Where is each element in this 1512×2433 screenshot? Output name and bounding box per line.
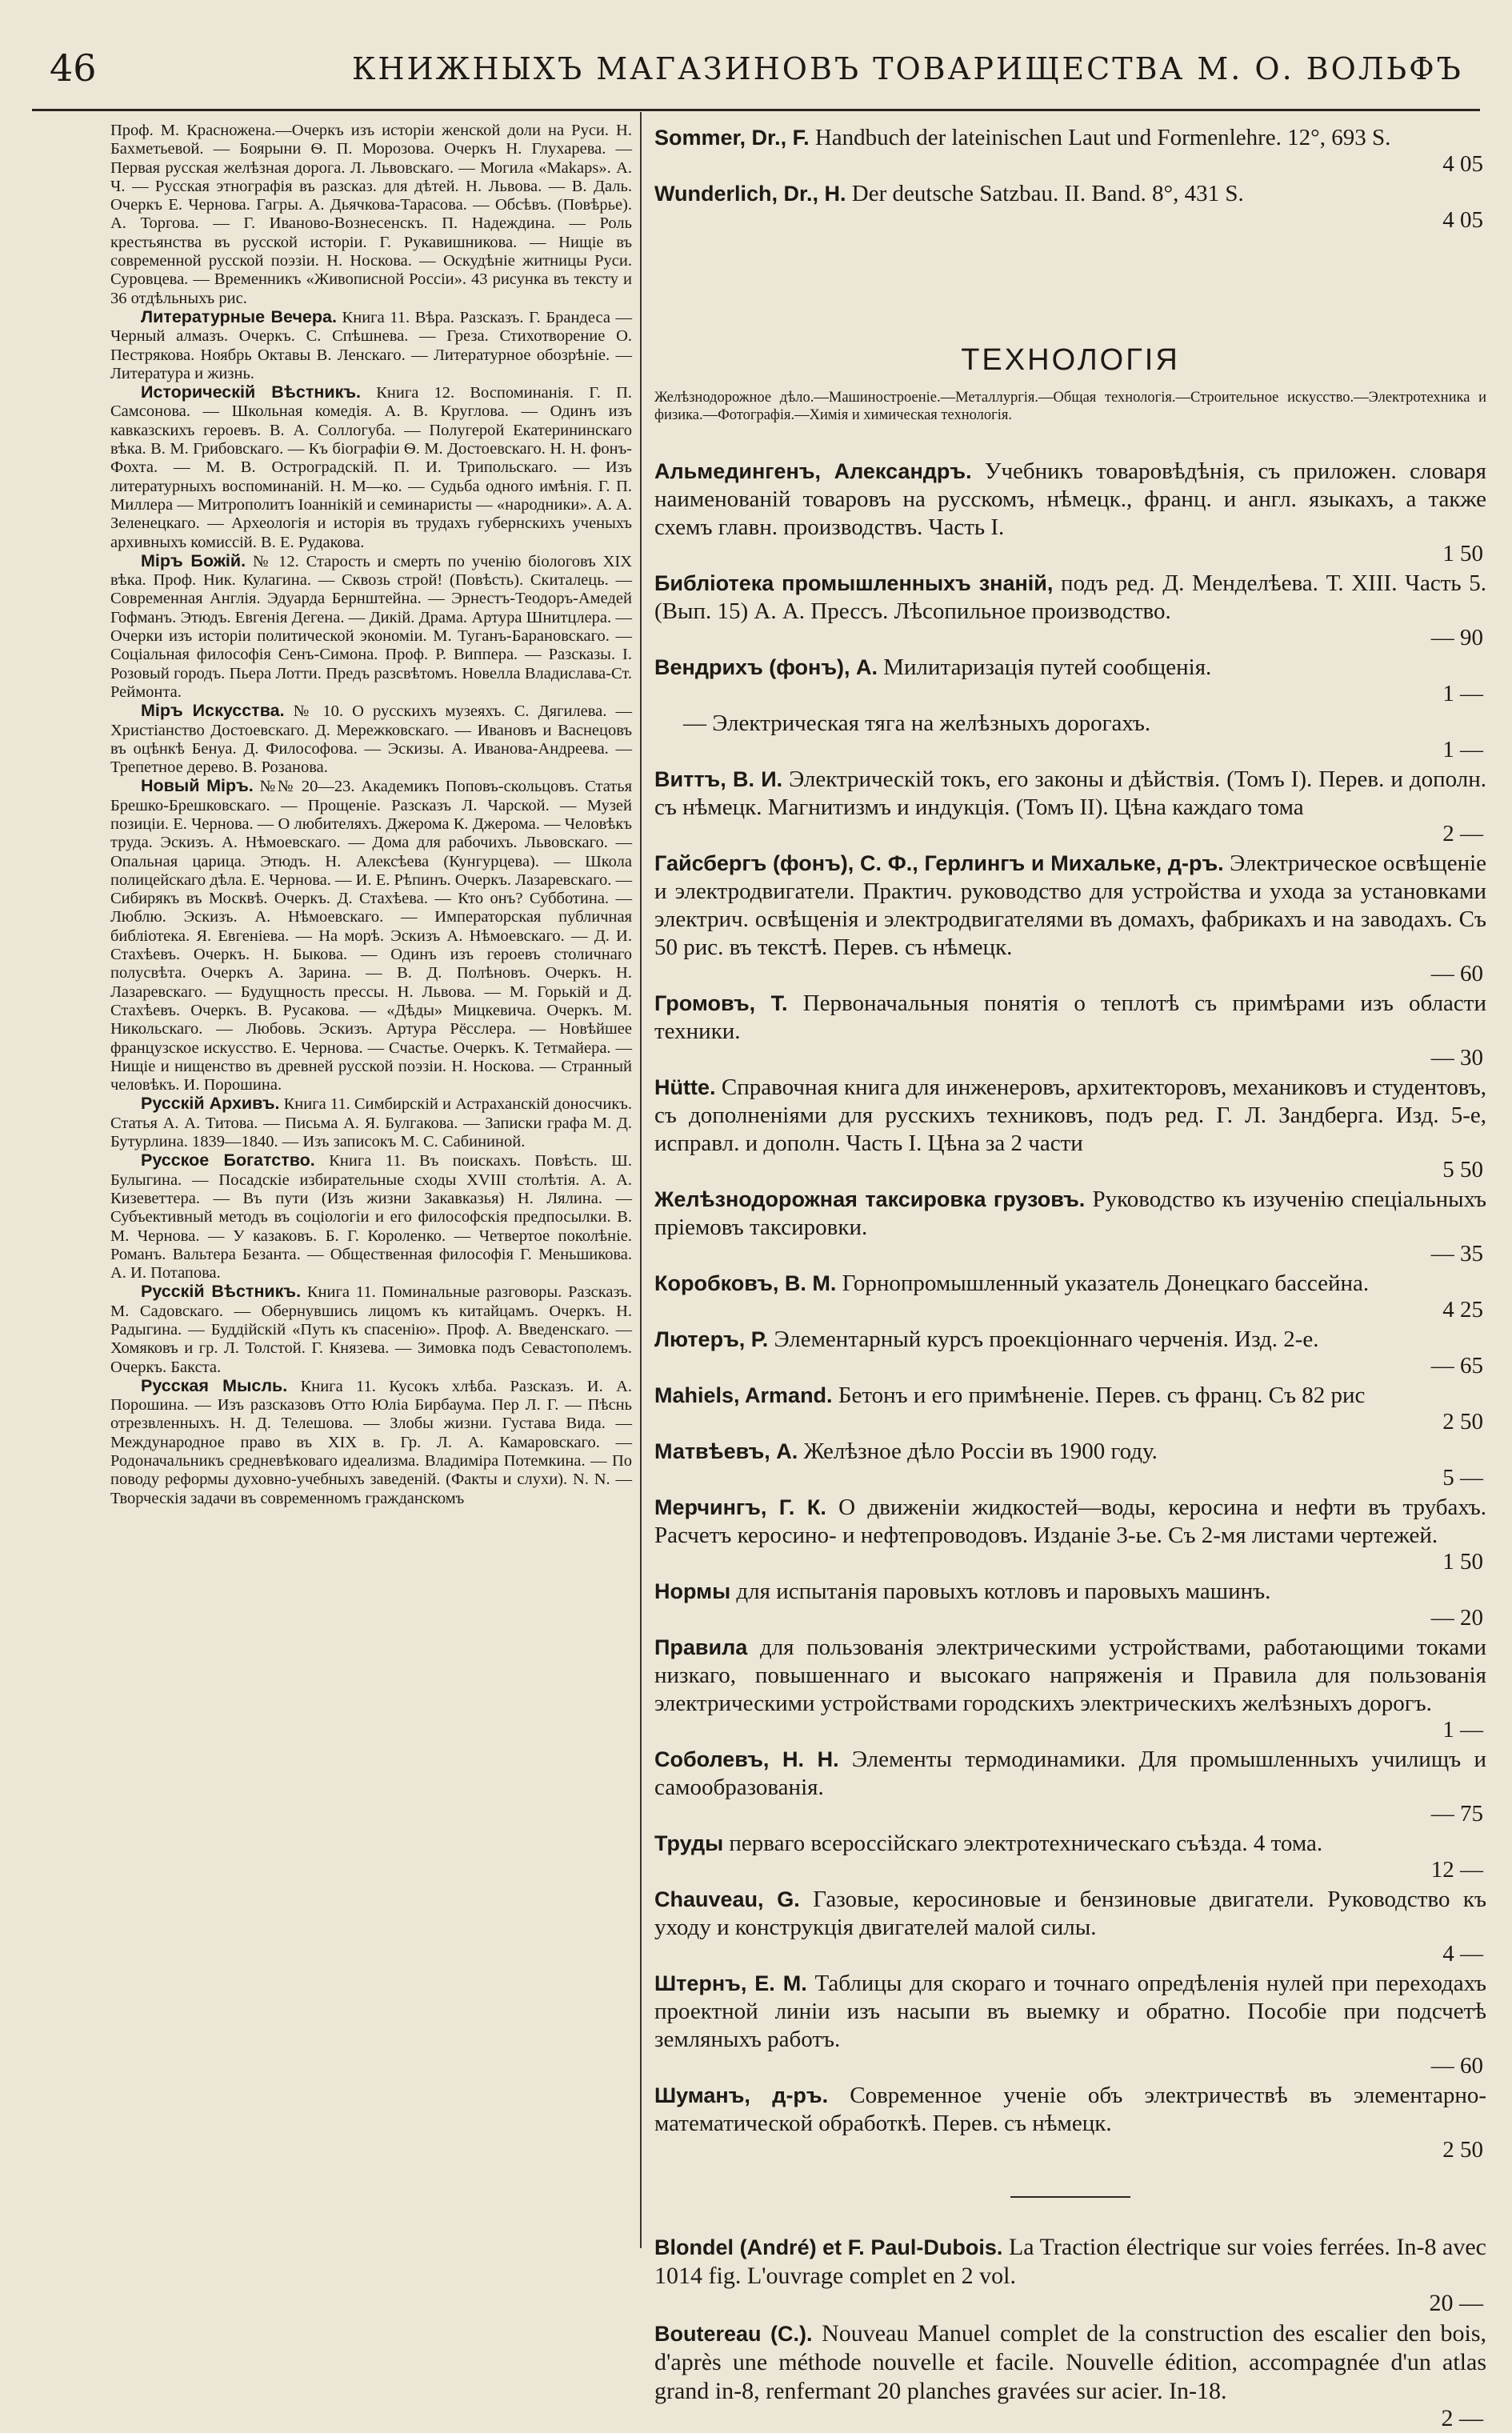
entry-price: 12 — <box>1430 1857 1483 1883</box>
catalogue-entry <box>654 990 1486 1072</box>
entry-price: 5 — <box>1442 1465 1483 1491</box>
magazine-title: Міръ Божій. <box>141 550 246 570</box>
catalogue-entry <box>654 180 1486 234</box>
entry-title: Электрическое освѣщеніе и электродвигатели. Практич. руководство для устройства и ухода за установками электрич. освѣщенія и электродвигателями въ домахъ, фабрикахъ и на заводахъ. Съ 50 рис. въ текстѣ. Перев. съ нѣмецк. <box>654 850 1487 960</box>
entry-author: Chauveau, G. <box>654 1887 800 1911</box>
catalogue-entry <box>654 766 1486 848</box>
entry-price: — 60 <box>1430 961 1483 986</box>
magazine-entry <box>110 1151 632 1283</box>
entry-title: Руководство къ изученію спеціальныхъ пріемовъ таксировки. <box>654 1186 1487 1240</box>
entry-price: — 20 <box>1430 1605 1483 1631</box>
catalogue-entry <box>654 1746 1486 1828</box>
entry-price: 1 50 <box>1442 541 1483 566</box>
magazine-title: Русское Богатство. <box>141 1150 315 1170</box>
entry-price: 2 — <box>1442 821 1483 846</box>
entry-author: Вендрихъ (фонъ), А. <box>654 655 878 679</box>
magazine-title: Міръ Искусства. <box>141 701 285 721</box>
entry-author: Библіотека промышленныхъ знаній, <box>654 571 1054 595</box>
entry-title: — Электрическая тяга на желѣзныхъ дорогахъ. <box>683 710 1151 736</box>
entry-price: 20 — <box>1429 2290 1483 2316</box>
catalogue-entry <box>654 2082 1486 2164</box>
entry-title: для пользованія электрическими устройствами, работающими токами низкаго, повышеннаго и высокаго напряженія и Правила для пользованія электрическими устройствами городскихъ электрическихъ желѣзныхъ дорогъ. <box>654 1635 1486 1716</box>
entry-author: Правила <box>654 1635 748 1659</box>
magazine-title: Новый Міръ. <box>141 776 254 796</box>
entry-author: Boutereau (C.). <box>654 2322 813 2346</box>
magazine-title: Русская Мысль. <box>141 1375 288 1395</box>
entry-title: Милитаризація путей сообщенія. <box>883 654 1212 680</box>
catalogue-entry <box>654 1830 1486 1884</box>
magazine-contents: Книга 11. Вѣра. Разсказъ. Г. Брандеса — Черный алмазъ. Очеркъ. С. Спѣшнева. — Греза. Стихотворение О. Пестрякова. Ноябрь Октавы В. Ленскаго. — Литературное обозрѣніе. — Литература и жизнь. <box>110 308 632 382</box>
magazine-contents: № 10. О русскихъ музеяхъ. С. Дягилева. — Христіанство Достоевскаго. Д. Мережковскаго. — Ивановъ и Васнецовъ въ оцѣнкѣ Бенуа. Д. Философова. — Эскизы. А. Иванова-Андреева. — Трепетное дерево. В. Розанова. <box>110 702 632 777</box>
entry-price: — 65 <box>1430 1353 1483 1379</box>
magazine-contents: Книга 11. Въ поискахъ. Повѣсть. Ш. Булыгина. — Посадскіе избирательные сходы XVIII столѣтія. А. А. Кизеветтера. — Въ пути (Изъ жизни Закавказья) Н. Лялина. — Субъективный методъ въ соціологіи и его философскія предпосылки. В. М. Чернова. — У казаковъ. Б. Г. Короленко. — Четвертое поколѣніе. Романъ. Вальтера Безанта. — Общественная философія Г. Меньшикова. А. И. Потапова. <box>110 1152 632 1283</box>
catalogue-entry <box>654 850 1486 988</box>
entry-price: — 90 <box>1430 625 1483 650</box>
magazine-contents: Книга 12. Воспоминанія. Г. П. Самсонова. — Школьная комедія. А. В. Круглова. — Одинъ изъ кавказскихъ героевъ. В. А. Соллогуба. — Полугерой Екатерининскаго вѣка. В. М. Грибовскаго. — Къ біографіи Ѳ. М. Достоевскаго. Н. Н. фонъ-Фохта. — М. В. Остроградскій. П. И. Трипольскаго. — Изъ литературныхъ воспоминаній. Н. М—ко. — Судьба одного имѣнія. Г. П. Миллера — Митрополитъ Іоаннікій и семинаристы — «народники». А. А. Зеленецкаго. — Археологія и исторія въ трудахъ губернскихъ ученыхъ архивныхъ комиссій. В. Е. Рудакова. <box>110 384 632 551</box>
entry-author: Штернъ, Е. М. <box>654 1971 807 1995</box>
entry-title: Элементы термодинамики. Для промышленныхъ училищъ и самообразованія. <box>654 1747 1486 1800</box>
entry-author: Виттъ, В. И. <box>654 767 783 791</box>
entry-author: Коробковъ, В. М. <box>654 1271 837 1295</box>
magazine-entry <box>110 1283 632 1376</box>
entry-title: Желѣзное дѣло Россіи въ 1900 году. <box>803 1439 1158 1464</box>
page-header <box>32 46 1480 102</box>
entry-price: 1 — <box>1442 737 1483 762</box>
entry-title: Учебникъ товаровѣдѣнія, съ приложен. словаря наименованій товаровъ на русскомъ, нѣмецк., франц. и англ. языкахъ, а также схемъ главн. производствъ. Часть I. <box>654 458 1487 540</box>
entry-title: перваго всероссійскаго электротехническаго съѣзда. 4 тома. <box>729 1831 1323 1856</box>
catalogue-entry <box>654 1494 1486 1576</box>
header-rule <box>32 109 1480 111</box>
entry-title: Der deutsche Satzbau. II. Band. 8°, 431 S. <box>851 181 1244 206</box>
catalogue-entry <box>654 1186 1486 1268</box>
entry-title: Бетонъ и его примѣненіе. Перев. съ франц. Съ 82 рис <box>838 1383 1366 1408</box>
entry-price: 1 50 <box>1442 1549 1483 1575</box>
magazine-entry <box>110 122 632 308</box>
entry-author: Громовъ, Т. <box>654 991 788 1015</box>
catalogue-entry <box>654 1886 1486 1968</box>
catalogue-entry <box>654 1438 1486 1492</box>
entry-author: Blondel (André) et F. Paul-Dubois. <box>654 2235 1003 2259</box>
catalogue-entry <box>654 1074 1486 1184</box>
column-divider <box>640 112 642 2248</box>
entry-price: 2 50 <box>1442 2137 1483 2163</box>
entry-price: 4 05 <box>1442 207 1483 233</box>
entry-author: Труды <box>654 1831 724 1855</box>
entry-title: Первоначальныя понятія о теплотѣ съ примѣрами изъ области техники. <box>654 990 1486 1044</box>
magazine-title: Русскій Вѣстникъ. <box>141 1282 302 1302</box>
magazine-contents: Книга 11. Поминальные разговоры. Разсказъ. М. Садовскаго. — Обернувшись лицомъ къ китайцамъ. Очеркъ. Н. Радыгина. — Буддійскій «Путь къ спасенію». Проф. А. Введенскаго. — Хомяковъ и гр. Л. Толстой. Г. Князева. — Зимовка подъ Севастополемъ. Очеркъ. Бакста. <box>110 1283 632 1376</box>
entry-title: Справочная книга для инженеровъ, архитекторовъ, механиковъ и студентовъ, съ дополненіями для русскихъ техниковъ, подъ ред. Г. Л. Зандберга. Изд. 5-е, исправл. и дополн. Часть I. Цѣна за 2 части <box>654 1074 1486 1156</box>
entry-author: Соболевъ, Н. Н. <box>654 1747 839 1771</box>
magazine-entry <box>110 1094 632 1151</box>
german-entries <box>654 124 1486 234</box>
catalogue-entry <box>654 2319 1486 2433</box>
entry-title: Современное ученіе объ электричествѣ въ элементарно-математической обработкѣ. Перев. съ нѣмецк. <box>654 2083 1487 2136</box>
catalogue-entry <box>654 1970 1486 2080</box>
entry-title: для испытанія паровыхъ котловъ и паровыхъ машинъ. <box>736 1579 1271 1604</box>
french-entries <box>654 2233 1486 2433</box>
entry-price: 2 — <box>1441 2405 1483 2431</box>
entry-author: Гайсбергъ (фонъ), С. Ф., Герлингъ и Михальке, д-ръ. <box>654 851 1224 875</box>
catalogue-entry <box>654 1270 1486 1324</box>
catalogue-entry <box>654 1578 1486 1632</box>
entry-author: Желѣзнодорожная таксировка грузовъ. <box>654 1187 1086 1211</box>
entry-price: — 35 <box>1430 1241 1483 1267</box>
running-title: КНИЖНЫХЪ МАГАЗИНОВЪ ТОВАРИЩЕСТВА М. О. ВОЛЬФЪ <box>352 51 1463 86</box>
right-column <box>654 124 1487 2431</box>
catalogue-entry <box>654 1326 1486 1380</box>
magazine-title: Русскій Архивъ. <box>141 1094 280 1114</box>
entry-author: Mahiels, Armand. <box>654 1383 833 1407</box>
catalogue-entry <box>654 654 1486 708</box>
catalogue-entry <box>654 710 1486 764</box>
magazine-entry <box>110 308 632 383</box>
page-number: 46 <box>50 46 97 90</box>
entry-title: Nouveau Manuel complet de la construction des escalier den bois, d'après une méthode nouvelle et facile. Nouvelle édition, accompagnée d'un atlas grand in-8, renfermant 20 planches gravées sur acier. In-18. <box>654 2320 1486 2404</box>
left-column <box>110 122 632 2242</box>
catalogue-entry <box>654 1382 1486 1436</box>
magazine-entry <box>110 777 632 1094</box>
magazine-contents: Книга 11. Симбирскій и Астраханскій доносчикъ. Статья А. А. Титова. — Письма А. Я. Булгакова. — Записки графа М. Д. Бутурлина. 1839—1840. — Изъ записокъ М. С. Сабининой. <box>110 1095 633 1151</box>
entry-price: 4 05 <box>1442 151 1483 177</box>
magazine-title: Историческій Вѣстникъ. <box>141 382 361 402</box>
entry-price: — 75 <box>1430 1801 1483 1827</box>
entry-title: Handbuch der lateinischen Laut und Formenlehre. 12°, 693 S. <box>814 125 1391 150</box>
entry-author: Мерчингъ, Г. К. <box>654 1495 826 1519</box>
magazine-title: Литературные Вечера. <box>141 306 337 326</box>
entry-title: La Traction électrique sur voies ferrées. In-8 avec 1014 fig. L'ouvrage complet en 2 vol. <box>654 2234 1486 2289</box>
entry-title: О движеніи жидкостей—воды, керосина и нефти въ трубахъ. Расчетъ керосино- и нефтепроводовъ. Изданіе 3-ье. Съ 2-мя листами чертежей. <box>654 1495 1486 1548</box>
entry-author: Матвѣевъ, А. <box>654 1439 798 1463</box>
entry-author: Sommer, Dr., F. <box>654 126 810 150</box>
magazine-entry <box>110 383 632 552</box>
catalogue-entry <box>654 124 1486 178</box>
entry-price: — 60 <box>1430 2053 1483 2079</box>
magazine-entry <box>110 552 632 702</box>
catalogue-entry <box>654 2233 1486 2318</box>
magazine-entry <box>110 1377 632 1508</box>
entry-author: Нормы <box>654 1579 731 1603</box>
entry-price: 1 — <box>1442 681 1483 706</box>
magazine-contents: №№ 20—23. Академикъ Поповъ-скольцовъ. Статья Брешко-Брешковскаго. — Прощеніе. Разсказъ Л. Чарской. — Музей позиціи. Е. Чернова. — О любителяхъ. Джерома К. Джерома. — Человѣкъ труда. Эскизъ. А. Нѣмоевскаго. — Дома для рабочихъ. Львовскаго. — Опальная царица. Этюдъ. Н. Алексѣева (Кунгурцева). — Школа полицейскаго дѣла. Е. Чернова. — И. Е. Рѣпинъ. Очеркъ. Лазаревскаго. — Сибирякъ въ Москвѣ. Очеркъ. Д. Стахѣева. — Кто онъ? Субботина. — Люблю. Эскизъ. А. Нѣмоевскаго. — Императорская публичная библіотека. Я. Евгеніева. — На морѣ. Эскизъ А. Нѣмоевскаго. — Д. И. Стахѣевъ. Очеркъ. Н. Быкова. — Одинъ изъ героевъ столичнаго полусвѣта. Очеркъ А. Зарина. — В. Д. Полѣновъ. Очеркъ. Н. Лазаревскаго. — Будущность прессы. Н. Львова. — М. Горькій и Д. Стахѣевъ. Очеркъ. В. Русакова. — «Дѣды» Мицкевича. Очеркъ. М. Никольскаго. — Любовь. Эскизъ. Артура Рёсслера. — Новѣйшее французское искусство. Е. Чернова. — Счастье. Очеркъ. К. Тетмайера. — Нищіе и нищенство въ древней русской поэзіи. Н. Носкова. — Странный человѣкъ. И. Порошина. <box>110 778 633 1094</box>
section-subjects: Желѣзнодорожное дѣло.—Машиностроеніе.—Металлургія.—Общая технологія.—Строительное искусство.—Электротехника и физика.—Фотографія.—Химія и химическая технологія. <box>654 390 1486 423</box>
catalogue-entry <box>654 570 1486 652</box>
magazine-entry <box>110 702 632 777</box>
entry-title: Газовые, керосиновые и бензиновые двигатели. Руководство къ уходу и конструкція двигателей малой силы. <box>654 1887 1487 1940</box>
entry-title: Элементарный курсъ проекціоннаго черченія. Изд. 2-е. <box>774 1327 1319 1352</box>
entry-author: Wunderlich, Dr., H. <box>654 182 846 206</box>
catalogue-entry <box>654 1634 1486 1744</box>
entry-title: Таблицы для скораго и точнаго опредѣленія нулей при переходахъ проектной линіи изъ насыпи въ выемку и обратно. Пособіе при подсчетѣ земляныхъ работъ. <box>654 1971 1486 2052</box>
entry-price: 4 25 <box>1442 1297 1483 1323</box>
entry-price: 5 50 <box>1442 1157 1483 1182</box>
entry-author: Шуманъ, д-ръ. <box>654 2083 829 2107</box>
entry-title: Электрическій токъ, его законы и дѣйствія. (Томъ I). Перев. и дополн. съ нѣмецк. Магнитизмъ и индукція. (Томъ II). Цѣна каждаго тома <box>654 766 1487 820</box>
entry-price: — 30 <box>1430 1045 1483 1070</box>
section-title: ТЕХНОЛОГІЯ <box>961 343 1180 377</box>
separator-rule <box>1010 2196 1130 2198</box>
magazine-contents: Книга 11. Кусокъ хлѣба. Разсказъ. И. А. Порошина. — Изъ разсказовъ Отто Юліа Бирбаума. Пер Л. Г. — Пѣснь отрезвленныхъ. Н. Д. Телешова. — Злобы жизни. Густава Вида. — Международное право въ XIX в. Гр. Л. А. Камаровскаго. — Родоначальникъ средневѣковаго идеализма. Владиміра Потемкина. — По поводу реформы духовно-учебныхъ заведеній. (Факты и слухи). N. N. — Творческія задачи въ современномъ гражданскомъ <box>110 1377 632 1507</box>
entry-author: Лютеръ, Р. <box>654 1327 769 1351</box>
catalogue-entry <box>654 458 1486 568</box>
magazine-contents: № 12. Старость и смерть по ученію біологовъ XIX вѣка. Проф. Ник. Кулагина. — Сквозь строй! (Повѣсть). Скиталець. — Современная Англія. Эдуарда Бернштейна. — Эрнестъ-Теодоръ-Амедей Гофманъ. Этюдъ. Евгенія Дегена. — Дикій. Драма. Артура Шнитцлера. — Очерки изъ исторіи политической экономіи. М. Туганъ-Барановскаго. — Соціальная философія Сенъ-Симона. Проф. Р. Виппера. — Разсказы. І. Розовый городъ. Пьера Лотти. Предъ разсвѣтомъ. Новелла Владислава-Ст. Реймонта. <box>110 552 633 701</box>
entry-price: 2 50 <box>1442 1409 1483 1435</box>
entry-author: Альмедингенъ, Александръ. <box>654 459 972 483</box>
entry-title: Горнопромышленный указатель Донецкаго бассейна. <box>842 1271 1370 1296</box>
entry-price: 1 — <box>1442 1717 1483 1743</box>
entry-author: Hütte. <box>654 1075 716 1099</box>
entry-price: 4 — <box>1442 1941 1483 1967</box>
technology-entries <box>654 458 1486 2164</box>
magazine-contents: Проф. М. Красножена.—Очеркъ изъ исторіи женской доли на Руси. Н. Бахметьевой. — Боярыни Ѳ. П. Морозова. Очеркъ Н. Глухарева. — Первая русская желѣзная дорога. Л. Львовскаго. — Могила «Маkaps». А. Ч. — Русская этнографія въ разсказ. для дѣтей. Н. Львова. — В. Даль. Очеркъ Е. Чернова. Гагры. А. Дьячкова-Тарасова. — Обсѣвъ. (Повѣрье). А. Торгова. — Г. Иваново-Вознесенскъ. П. Надеждина. — Роль крестьянства въ русской исторіи. Г. Рукавишникова. — Нищіе въ современной русской поэзіи. Н. Носкова. — Оскудѣніе житницы Руси. Суровцева. — Временникъ «Живописной Россіи». 43 рисунка въ тексту и 36 отдѣльныхъ рис. <box>110 122 632 307</box>
entry-title: подъ ред. Д. Менделѣева. Т. XIII. Часть 5. (Вып. 15) А. А. Прессъ. Лѣсопильное производство. <box>654 570 1486 624</box>
